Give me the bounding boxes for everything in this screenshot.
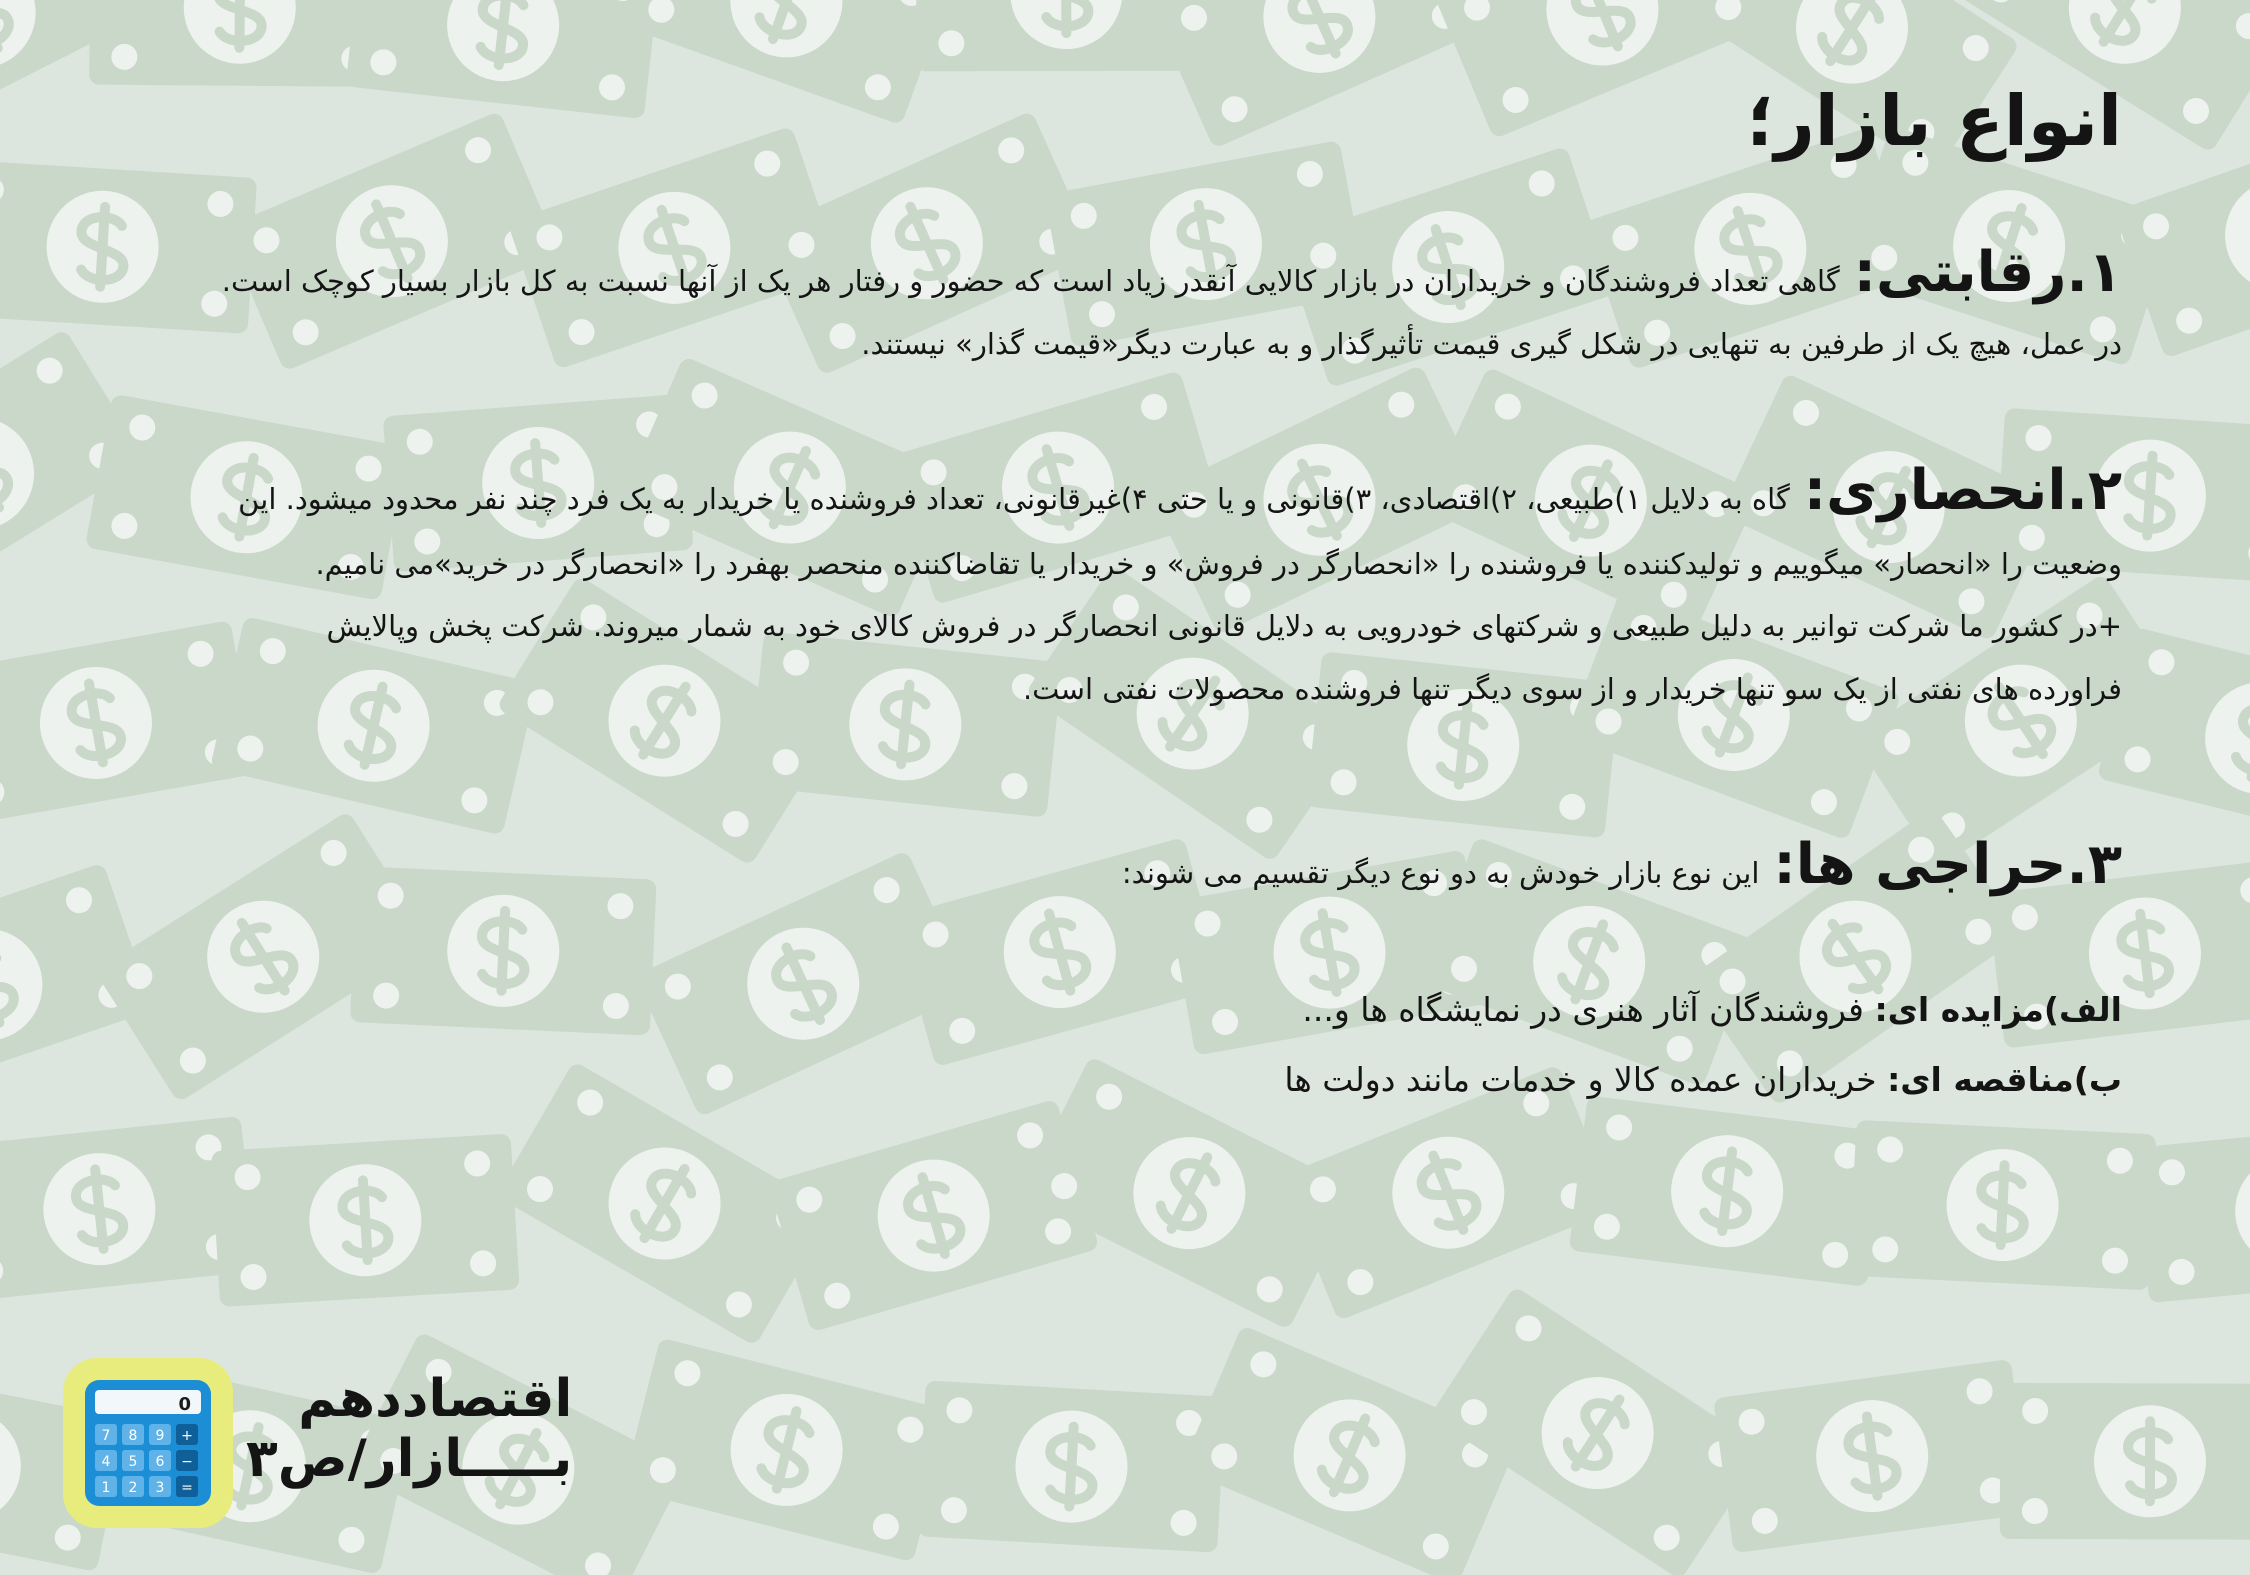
calculator-key-label: 5 [128, 1454, 138, 1470]
section-text: در عمل، هیچ یک از طرفین به تنهایی در شکل گیری قیمت تأثیرگذار و به عبارت دیگر«قیمت گذار» نیستند. [861, 327, 2122, 361]
subitem-auction [1302, 990, 2122, 1029]
subitem-label: الف)مزایده ای: [1874, 990, 2122, 1029]
section-head [62, 832, 2122, 897]
section-note: +در کشور ما شرکت توانیر به دلیل طبیعی و شرکتهای خودرویی به دلایل قانونی انحصارگر در فروش کالای خود به شمار میروند. شرکت پخش وپالایش [326, 608, 2122, 643]
section-head [42, 458, 2122, 523]
badge-label [246, 1370, 572, 1490]
section-monopoly [42, 458, 2122, 712]
calculator-key-label: 6 [155, 1454, 165, 1470]
section-heading: ۲.انحصاری: [1803, 458, 2122, 523]
calculator-icon [85, 1380, 211, 1506]
badge-line1: اقتصاددهم [298, 1369, 573, 1429]
calculator-key-label: 3 [155, 1480, 165, 1496]
section-text: گاهی تعداد فروشندگان و خریداران در بازار کالایی آنقدر زیاد است که حضور و رفتار هر یک از آنها نسبت به کل بازار بسیار کوچک است. [221, 264, 1840, 298]
calculator-key-label: 9 [155, 1428, 165, 1444]
calculator-key-label: 4 [101, 1454, 111, 1470]
section-heading: ۳.حراجی ها: [1773, 832, 2122, 897]
calculator-key-label: 7 [101, 1428, 111, 1444]
calculator-key-label: + [181, 1428, 193, 1444]
calculator-display: 0 [178, 1394, 191, 1415]
calculator-key-label: 1 [101, 1480, 111, 1496]
section-note: فراورده های نفتی از یک سو تنها خریدار و از سوی دیگر تنها فروشنده محصولات نفتی است. [1022, 672, 2122, 706]
subitem-text: فروشندگان آثار هنری در نمایشگاه ها و... [1302, 990, 1864, 1029]
calculator-key-label: − [181, 1454, 193, 1470]
section-heading: ۱.رقابتی: [1853, 240, 2122, 305]
section-text: این نوع بازار خودش به دو نوع دیگر تقسیم می شوند: [1121, 856, 1760, 890]
calculator-key-label: 8 [128, 1428, 138, 1444]
badge-line2: بـــــازار/ص۳ [246, 1428, 573, 1489]
section-auctions [62, 832, 2122, 897]
page-title: انواع بازار؛ [1746, 80, 2122, 162]
subitem-tender [1284, 1060, 2122, 1099]
section-text: گاه به دلایل ۱)طبیعی، ۲)اقتصادی، ۳)قانونی و یا حتی ۴)غیرقانونی، تعداد فروشنده یا خریدار به یک فرد چند نفر محدود میشود. این [238, 482, 1790, 516]
subitem-text: خریداران عمده کالا و خدمات مانند دولت ها [1284, 1060, 1877, 1099]
subitem-label: ب)مناقصه ای: [1887, 1060, 2122, 1099]
badge [63, 1358, 233, 1528]
calculator-key-label: 2 [128, 1480, 138, 1496]
section-competitive [62, 240, 2122, 367]
section-head [62, 240, 2122, 305]
section-text: وضعیت را «انحصار» میگوییم و تولیدکننده یا فروشنده را «انحصارگر در فروش» و خریدار یا تقاضاکننده منحصر بهفرد را «انحصارگر در خرید»می نامیم. [315, 547, 2122, 581]
calculator-key-label: = [181, 1480, 193, 1496]
